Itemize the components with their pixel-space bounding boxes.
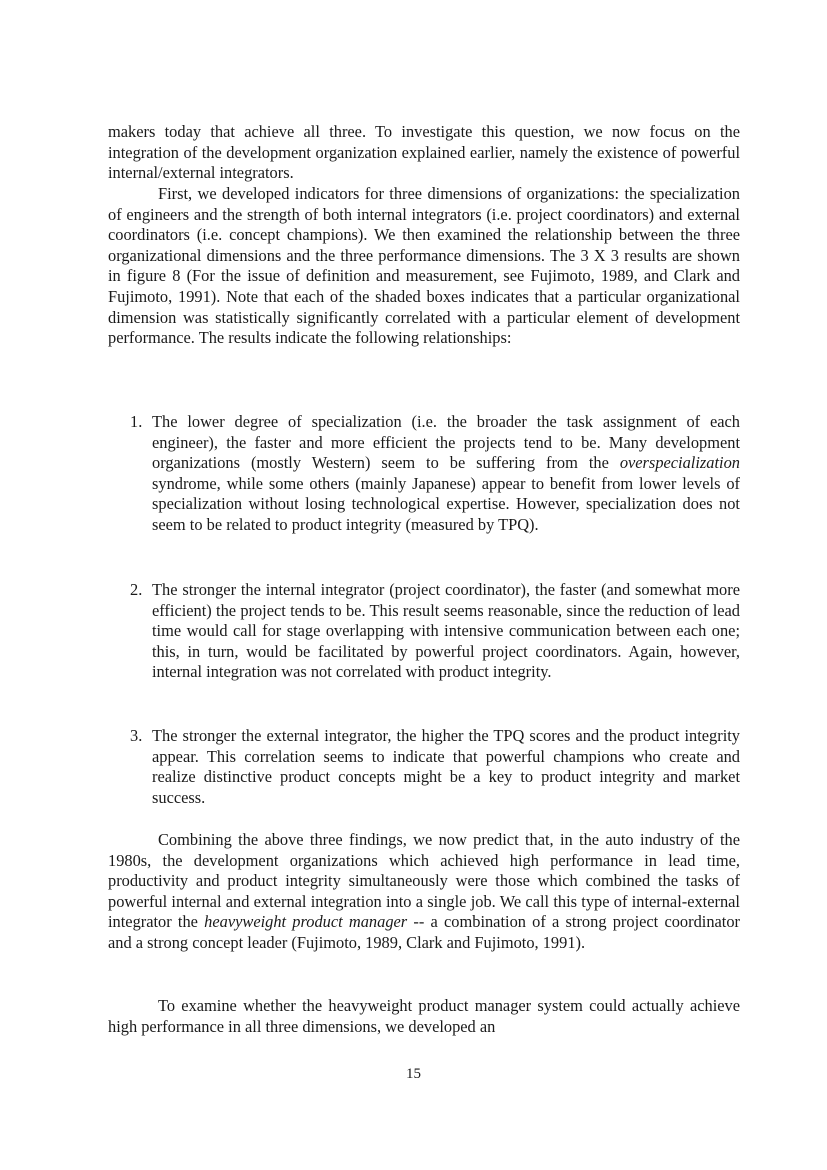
- list-item-1: [130, 412, 740, 536]
- page-number: 15: [406, 1066, 421, 1082]
- emphasis-overspecialization: overspecialization: [619, 453, 740, 473]
- list-item-2: [130, 580, 740, 683]
- list-item-3: [130, 726, 740, 808]
- emphasis-heavyweight-product-manager: heavyweight product manager: [204, 912, 408, 932]
- paragraph-indicators: First, we developed indicators for three dimensions of organizations: the specialization of engineers and the strength of both internal integrators (i.e. project coordinators) and external coordinators (i.e. concept champions). We then examined the relationship between the three organizational dimensions and the three performance dimensions. The 3 X 3 results are shown in figure 8 (For the issue of definition and measurement, see Fujimoto, 1989, and Clark and Fujimoto, 1991). Note that each of the shaded boxes indicates that a particular organizational dimension was statistically significantly correlated with a particular element of development performance. The results indicate the following relationships:: [108, 184, 740, 348]
- list-number-2: 2.: [130, 580, 143, 599]
- list-number-1: 1.: [130, 412, 143, 431]
- list-number-3: 3.: [130, 726, 143, 745]
- list-text-1: The lower degree of specialization (i.e. the broader the task assignment of each engineer), the faster and more efficient the projects tend to be. Many development organizations (mostly Western) seem to be suffering from the overspecialization syndrome, while some others (mainly Japanese) appear to benefit from lower levels of specialization without losing technological expertise. However, specialization does not seem to be related to product integrity (measured by TPQ).: [152, 412, 740, 534]
- paragraph-intro: makers today that achieve all three. To investigate this question, we now focus on the integration of the development organization explained earlier, namely the existence of powerful internal/external integrators.: [108, 122, 740, 183]
- paragraph-combining: Combining the above three findings, we now predict that, in the auto industry of the 1980s, the development organizations which achieved high performance in lead time, productivity and product integrity simultaneously were those which combined the tasks of powerful internal and external integration into a single job. We call this type of internal-external integrator the heavyweight product manager -- a combination of a strong project coordinator and a strong concept leader (Fujimoto, 1989, Clark and Fujimoto, 1991).: [108, 830, 740, 952]
- list-text-3: The stronger the external integrator, the higher the TPQ scores and the product integrity appear. This correlation seems to indicate that powerful champions who create and realize distinctive product concepts might be a key to product integrity and market success.: [152, 726, 740, 807]
- list-text-2: The stronger the internal integrator (project coordinator), the faster (and somewhat more efficient) the project tends to be. This result seems reasonable, since the reduction of lead time would call for stage overlapping with intensive communication between each one; this, in turn, would be facilitated by powerful project coordinators. Again, however, internal integration was not correlated with product integrity.: [152, 580, 740, 682]
- paragraph-examine: To examine whether the heavyweight product manager system could actually achieve high performance in all three dimensions, we developed an: [108, 996, 740, 1036]
